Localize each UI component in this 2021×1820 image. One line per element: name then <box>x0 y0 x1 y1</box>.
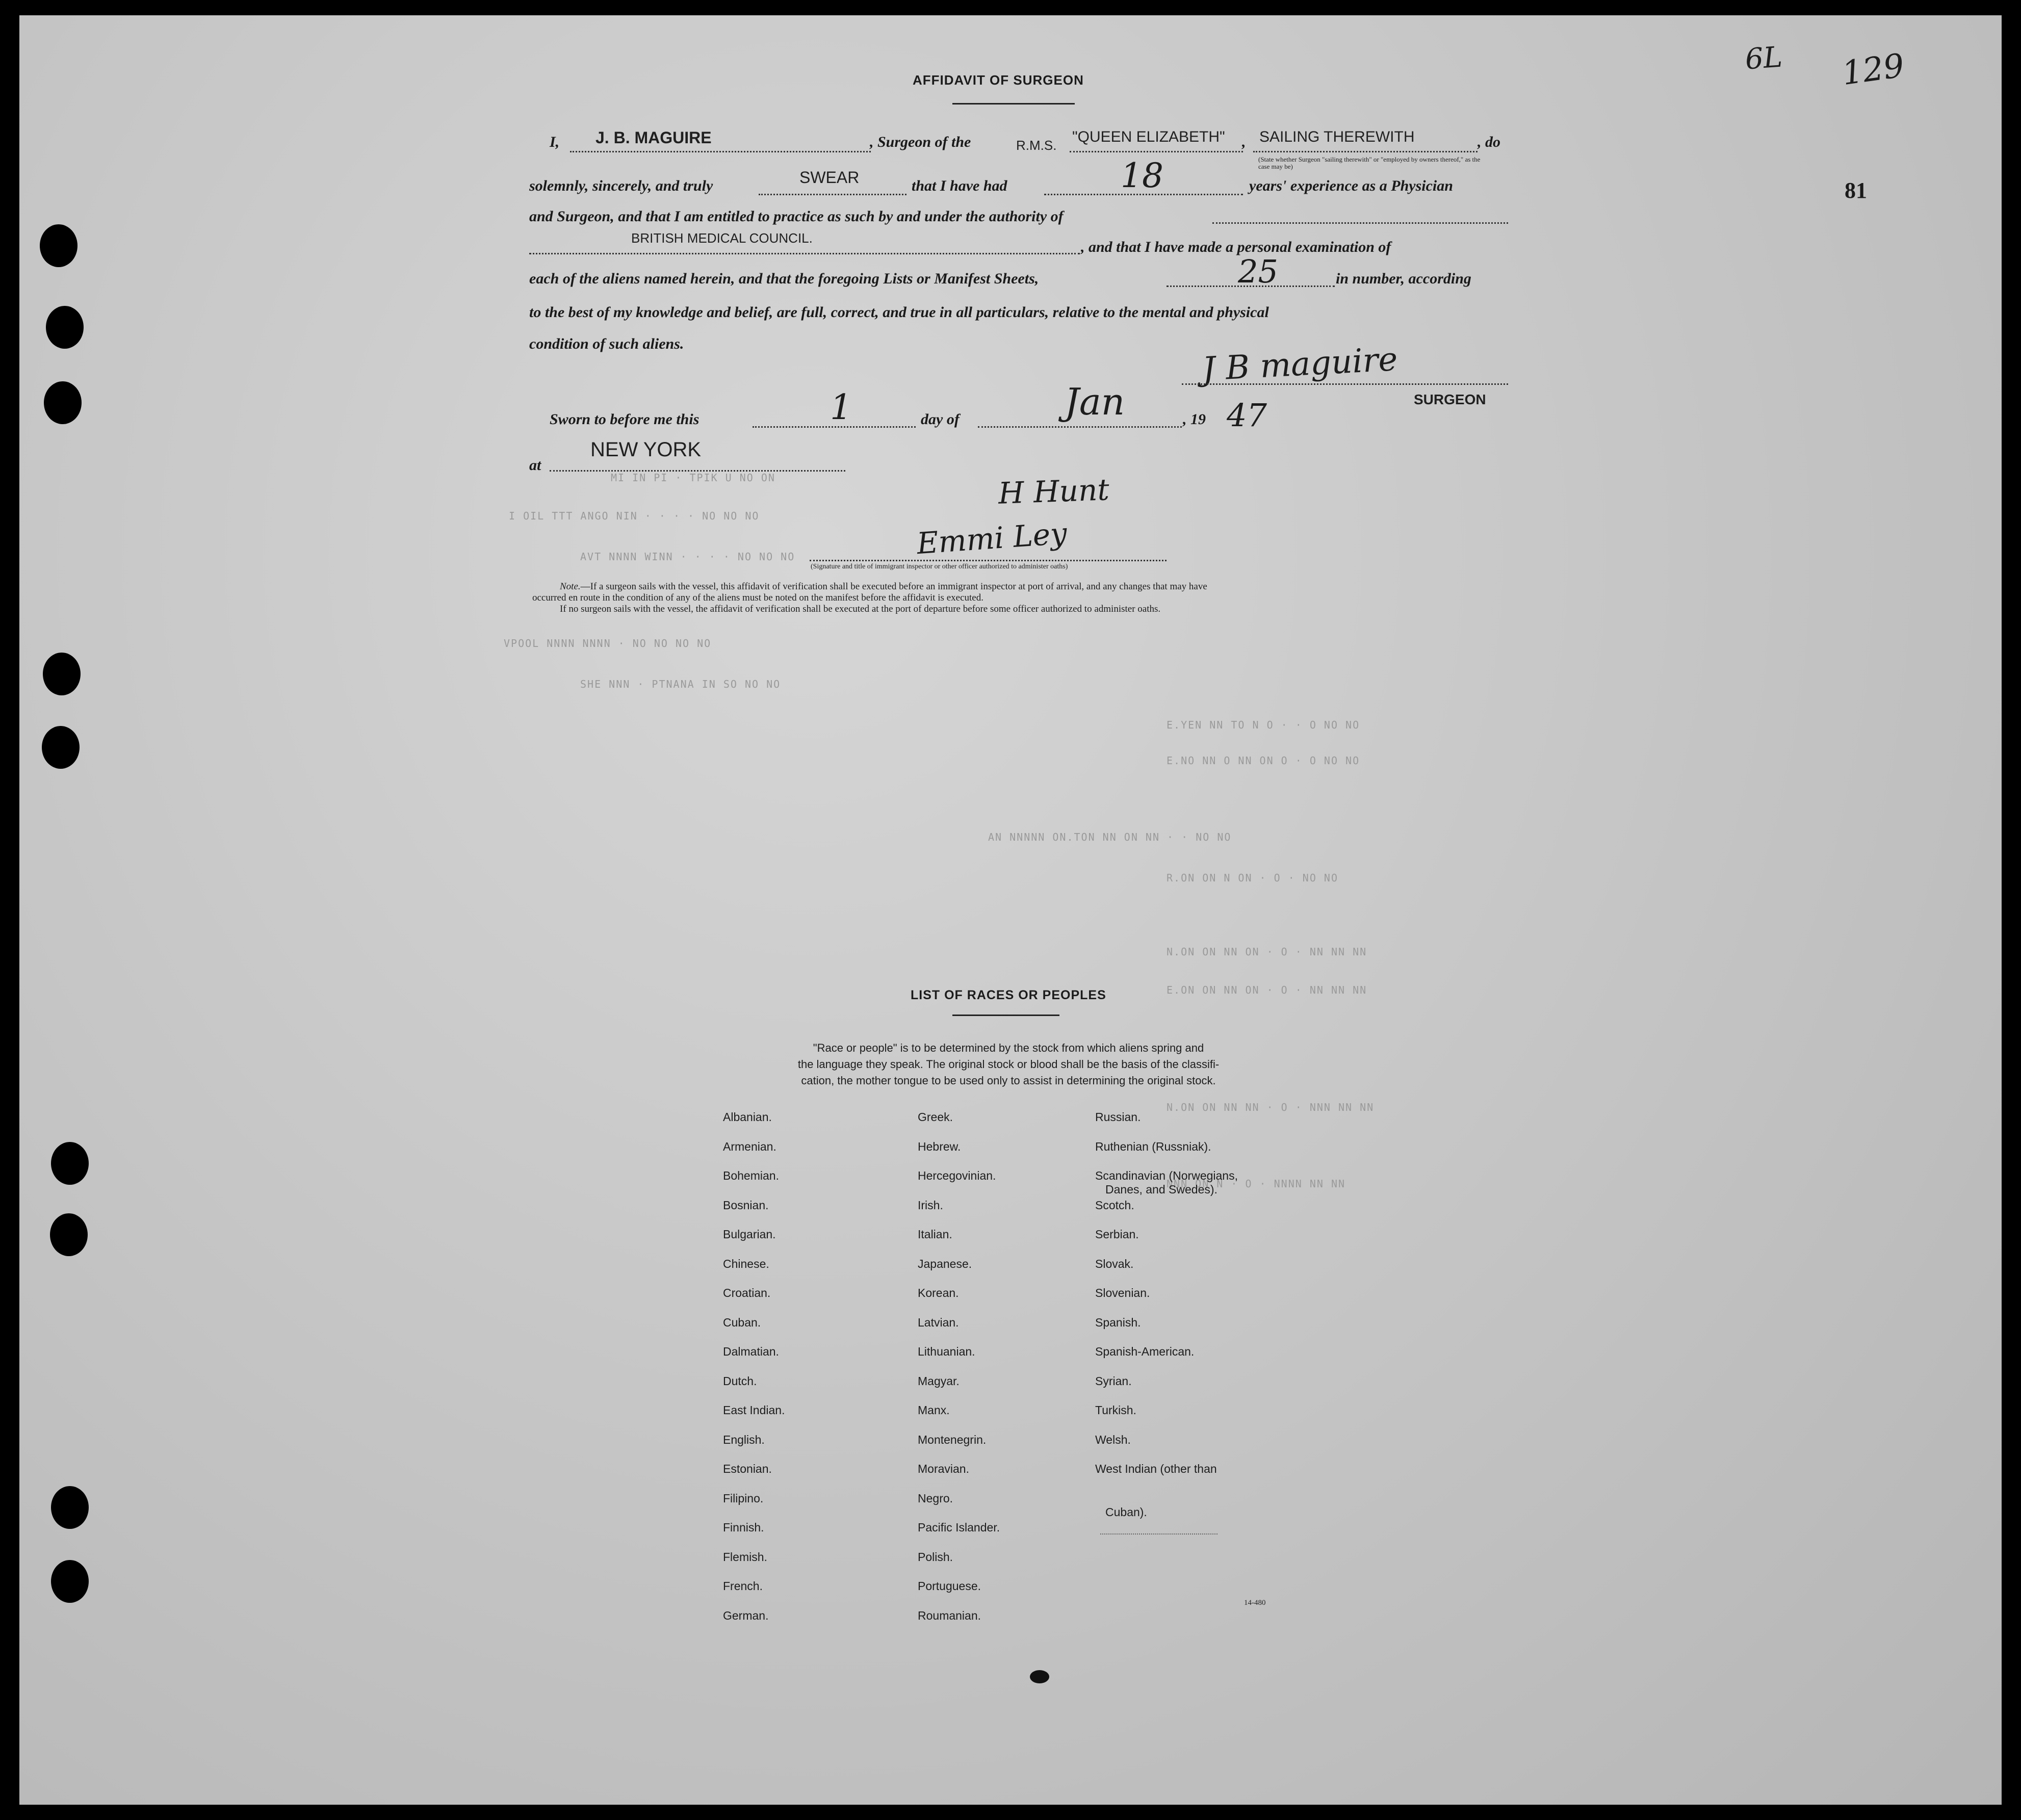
race-entry: Bohemian. <box>723 1169 779 1182</box>
affidavit-text: in number, according <box>1336 270 1471 287</box>
race-entry: Danes, and Swedes). <box>1105 1183 1217 1196</box>
surgeon-name: J. B. MAGUIRE <box>595 128 712 147</box>
race-entry: Greek. <box>918 1110 953 1124</box>
manifest-sheet-count: 25 <box>1238 253 1278 290</box>
surgeon-label: SURGEON <box>1414 392 1486 407</box>
race-entry: Negro. <box>918 1491 953 1505</box>
note-text: occurred en route in the condition of any of the aliens must be noted on the manifest before the affidavit is executed. <box>532 592 983 603</box>
race-entry: Cuban). <box>1105 1505 1147 1519</box>
punch-hole <box>42 726 80 769</box>
sworn-day: 1 <box>830 387 852 428</box>
races-intro: "Race or people" is to be determined by the stock from which aliens spring and the language they speak. The original stock or blood shall be the basis of the classifi- cation, the mother tongue to be used only to assist in determining the original stock. <box>797 1042 1220 1087</box>
affidavit-text: , do <box>1478 134 1500 150</box>
oath-type: SWEAR <box>799 168 860 187</box>
years-experience: 18 <box>1121 156 1163 195</box>
race-entry: French. <box>723 1579 763 1593</box>
officer-signature: H Hunt <box>997 472 1110 511</box>
race-entry: Ruthenian (Russniak). <box>1095 1139 1211 1153</box>
punch-hole <box>40 224 77 267</box>
affidavit-text: to the best of my knowledge and belief, are full, correct, and true in all particulars, relative to the mental and physical <box>529 304 1269 321</box>
affidavit-text: day of <box>921 411 960 428</box>
affidavit-text: each of the aliens named herein, and that the foregoing Lists or Manifest Sheets, <box>529 270 1039 287</box>
sworn-year: 47 <box>1227 397 1267 434</box>
race-entry: Roumanian. <box>918 1608 981 1622</box>
race-entry: Dalmatian. <box>723 1345 779 1358</box>
race-entry: Dutch. <box>723 1374 757 1388</box>
race-entry: Turkish. <box>1095 1403 1136 1417</box>
officer-signature: Emmi Ley <box>915 515 1068 561</box>
race-entry: Serbian. <box>1095 1228 1139 1241</box>
affidavit-text: that I have had <box>912 177 1007 194</box>
race-entry: German. <box>723 1608 769 1622</box>
punch-hole <box>44 381 82 424</box>
race-entry: Filipino. <box>723 1491 764 1505</box>
surgeon-status-note: (State whether Surgeon "sailing therewith" or "employed by owners thereof," as the case may be) <box>1258 155 1481 170</box>
affidavit-text: at <box>529 457 541 474</box>
affidavit-title: AFFIDAVIT OF SURGEON <box>913 72 1084 88</box>
affidavit-text: solemnly, sincerely, and truly <box>529 177 713 194</box>
sworn-month: Jan <box>1065 380 1125 423</box>
race-entry: Italian. <box>918 1228 952 1241</box>
race-entry: Albanian. <box>723 1110 772 1124</box>
race-entry: Welsh. <box>1095 1433 1131 1446</box>
race-entry: Finnish. <box>723 1521 764 1534</box>
corner-note-left: 6L <box>1744 40 1784 76</box>
form-number: 14-480 <box>1244 1599 1266 1607</box>
race-entry: Manx. <box>918 1403 950 1417</box>
surgeon-signature: J B maguire <box>1201 341 1399 388</box>
race-entry: Cuban. <box>723 1315 761 1329</box>
affidavit-text: and Surgeon, and that I am entitled to practice as such by and under the authority of <box>529 208 1064 225</box>
punch-hole <box>51 1560 89 1603</box>
affidavit-text: years' experience as a Physician <box>1249 177 1453 194</box>
race-entry: Chinese. <box>723 1257 769 1270</box>
race-entry: Lithuanian. <box>918 1345 975 1358</box>
affidavit-text: , Surgeon of the <box>870 134 971 150</box>
race-entry: Korean. <box>918 1286 959 1299</box>
race-entry: Montenegrin. <box>918 1433 987 1446</box>
race-entry: Bulgarian. <box>723 1228 776 1241</box>
races-title: LIST OF RACES OR PEOPLES <box>911 988 1106 1002</box>
race-entry: Japanese. <box>918 1257 972 1270</box>
race-entry: Slovenian. <box>1095 1286 1150 1299</box>
race-entry: Russian. <box>1095 1110 1141 1124</box>
race-entry: Moravian. <box>918 1462 969 1475</box>
race-entry: Armenian. <box>723 1139 776 1153</box>
race-entry: East Indian. <box>723 1403 785 1417</box>
race-entry: Portuguese. <box>918 1579 981 1593</box>
ship-prefix: R.M.S. <box>1016 138 1057 153</box>
race-entry: Scandinavian (Norwegians, <box>1095 1169 1238 1182</box>
race-entry: Polish. <box>918 1550 953 1564</box>
race-entry: Hercegovinian. <box>918 1169 996 1182</box>
punch-hole <box>51 1486 89 1529</box>
race-entry: English. <box>723 1433 765 1446</box>
race-entry: Irish. <box>918 1198 943 1212</box>
note-text: If no surgeon sails with the vessel, the affidavit of verification shall be executed at the port of departure before some officer authorized to administer oaths. <box>560 604 1161 614</box>
punch-hole <box>46 306 84 349</box>
affidavit-text: , 19 <box>1183 411 1206 428</box>
sworn-location: NEW YORK <box>590 438 702 461</box>
race-entry: Syrian. <box>1095 1374 1132 1388</box>
races-title-rule <box>952 1015 1059 1016</box>
race-entry: Scotch. <box>1095 1198 1134 1212</box>
race-entry: Latvian. <box>918 1315 959 1329</box>
affidavit-text: I, <box>550 134 560 150</box>
affidavit-text: condition of such aliens. <box>529 335 684 352</box>
race-entry: Estonian. <box>723 1462 772 1475</box>
page-number: 81 <box>1845 178 1867 203</box>
race-entry: Slovak. <box>1095 1257 1134 1270</box>
ship-name: "QUEEN ELIZABETH" <box>1072 128 1225 145</box>
race-entry: Magyar. <box>918 1374 960 1388</box>
punch-hole <box>51 1142 89 1185</box>
manifest-sheet: MI IN PI · TPIK U NO ON I OIL TTT ANGO NIN · · · · NO NO NO AVT NNNN WINN · · · · NO NO NO VPOOL NNNN NNNN · NO NO NO NO SHE NNN · PTNANA IN SO NO NO E.YEN NN TO N O · · O NO NO E.NO NN O NN ON O · O NO NO AN NNNNN ON.TON NN ON NN · · NO NO R.ON ON N ON · O · NO NO N.ON ON NN ON · O · NN NN NN E.ON ON NN ON · O · NN NN NN N.ON ON NN NN · O · NNN NN NN NNN ON N · O · NNNN NN NN 6L 129 81 AFFIDAVIT OF SURGEON I, J. B. MAGUIRE , Surgeon of the R.M.S. "QUEEN ELIZABETH" , SAILING THEREWITH , do (State whether Surgeon "sailing therewith" or "employed by owners thereof," as the case may be) solemnly, sincerely, and truly SWEAR that I have had 18 years' experience as a Physician and Surgeon, and that I am entitled to practice as such by and under the authority of BRITISH MEDICAL COUNCIL. , and that I have made a personal examination of each of the aliens named herein, and that the foregoing Lists or Manifest Sheets, 25 in number, according to the best of my knowledge and belief, are full, correct, and true in all particulars, relative to the mental and physical condition of such aliens. J B maguire SURGEON Sworn to before me this 1 day of Jan , 19 47 at NEW YORK H Hunt Emmi Ley (Signature and title of immigrant inspector or other officer authorized to administer oaths) Note.—If a surgeon sails with the vessel, this affidavit of verification shall be executed before an immigrant inspector at port of arrival, and any changes that may have occurred en route in the condition of any of the aliens must be noted on the manifest before the affidavit is executed. If no surgeon sails with the vessel, the affidavit of verification shall be executed at the port of departure before some officer authorized to administer oaths. LIST OF RACES OR PEOPLES "Race or people" is to be determined by the stock from which aliens spring and the language they speak. The original stock or blood shall be the basis of the classifi- cation, the mother tongue to be used only to assist in determining the original stock. 14-480 Albanian. Armenian. Bohemian. Bosnian. Bulgarian. Chinese. Croatian. Cuban. Dalmatian. Dutch. East Indian. English. Estonian. Filipino. Finnish. Flemish. French. German. Greek. Hebrew. Hercegovinian. Irish. Italian. Japanese. Korean. Latvian. Lithuanian. Magyar. Manx. Montenegrin. Moravian. Negro. Pacific Islander. Polish. Portuguese. Roumanian. Russian. Ruthenian (Russniak). Scandinavian (Norwegians, Danes, and Swedes). Scotch. Serbian. Slovak. Slovenian. Spanish. Spanish-American. Syrian. Turkish. Welsh. West Indian (other than Cuban). <box>19 15 2002 1805</box>
licensing-authority: BRITISH MEDICAL COUNCIL. <box>631 230 813 246</box>
race-entry: Spanish. <box>1095 1315 1141 1329</box>
race-entry: Flemish. <box>723 1550 767 1564</box>
corner-note-right: 129 <box>1839 46 1907 93</box>
affidavit-text: , and that I have made a personal examination of <box>1081 239 1391 255</box>
race-entry: Croatian. <box>723 1286 771 1299</box>
race-entry: Hebrew. <box>918 1139 961 1153</box>
ink-smudge <box>1030 1670 1049 1683</box>
punch-hole <box>50 1213 88 1256</box>
race-entry: Bosnian. <box>723 1198 769 1212</box>
affidavit-text: Sworn to before me this <box>550 411 699 428</box>
sailing-status: SAILING THEREWITH <box>1259 128 1415 145</box>
note-label: Note. <box>560 581 581 592</box>
race-entry: Pacific Islander. <box>918 1521 1000 1534</box>
race-entry: West Indian (other than <box>1095 1462 1217 1475</box>
title-rule <box>952 103 1075 105</box>
officer-caption: (Signature and title of immigrant inspector or other officer authorized to administer oaths) <box>811 563 1068 570</box>
punch-hole <box>43 653 81 695</box>
note-text: —If a surgeon sails with the vessel, this affidavit of verification shall be executed before an immigrant inspector at port of arrival, and any changes that may have <box>580 581 1207 592</box>
race-entry: Spanish-American. <box>1095 1345 1195 1358</box>
